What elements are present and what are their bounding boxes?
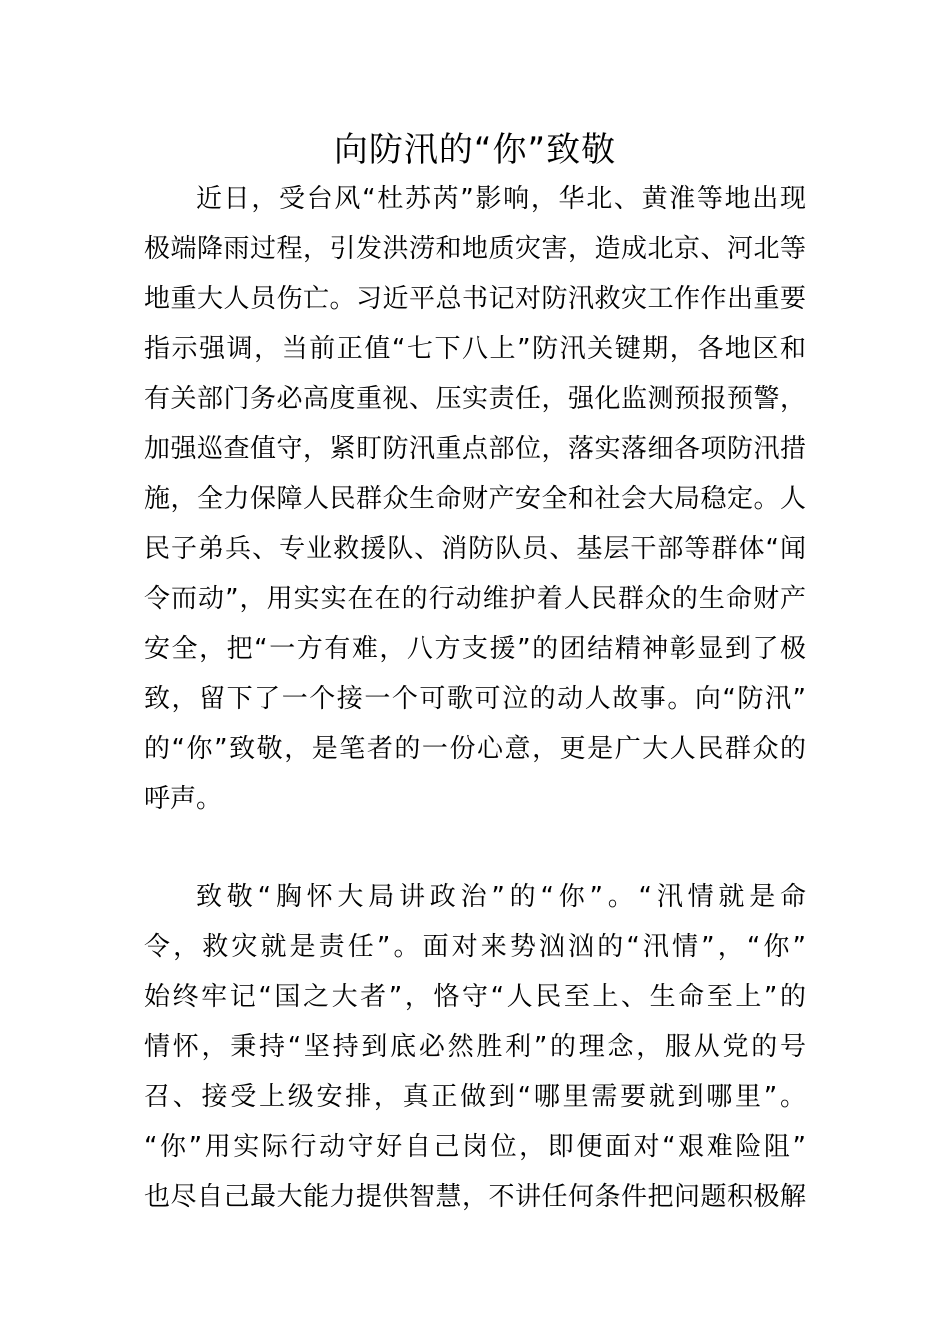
paragraph-2-line-4: 情怀，秉持“坚持到底必然胜利”的理念，服从党的号 <box>144 1032 806 1062</box>
paragraph-2-line-5: 召、接受上级安排，真正做到“哪里需要就到哪里”。 <box>144 1082 806 1112</box>
paragraph-1-line-10: 安全，把“一方有难，八方支援”的团结精神彰显到了极 <box>144 634 806 664</box>
paragraph-2-line-3: 始终牢记“国之大者”，恪守“人民至上、生命至上”的 <box>144 982 806 1012</box>
paragraph-1-line-7: 施，全力保障人民群众生命财产安全和社会大局稳定。人 <box>144 484 806 514</box>
paragraph-2-line-7: 也尽自己最大能力提供智慧，不讲任何条件把问题积极解 <box>144 1182 806 1212</box>
paragraph-1-line-6: 加强巡查值守，紧盯防汛重点部位，落实落细各项防汛措 <box>144 434 806 464</box>
paragraph-1-line-4: 指示强调，当前正值“七下八上”防汛关键期，各地区和 <box>144 334 806 364</box>
paragraph-2-line-6: “你”用实际行动守好自己岗位，即便面对“艰难险阻” <box>144 1132 806 1162</box>
paragraph-1-line-12: 的“你”致敬，是笔者的一份心意，更是广大人民群众的 <box>144 734 806 764</box>
paragraph-1-line-8: 民子弟兵、专业救援队、消防队员、基层干部等群体“闻 <box>144 534 806 564</box>
paragraph-2-line-1: 致敬“胸怀大局讲政治”的“你”。“汛情就是命 <box>196 882 806 912</box>
paragraph-1-line-2: 极端降雨过程，引发洪涝和地质灾害，造成北京、河北等 <box>144 234 806 264</box>
document-title: 向防汛的“你”致敬 <box>333 130 617 170</box>
paragraph-1-line-9: 令而动”，用实实在在的行动维护着人民群众的生命财产 <box>144 584 806 614</box>
paragraph-1-line-5: 有关部门务必高度重视、压实责任，强化监测预报预警， <box>144 384 806 414</box>
paragraph-1-line-3: 地重大人员伤亡。习近平总书记对防汛救灾工作作出重要 <box>144 284 806 314</box>
paragraph-2-line-2: 令，救灾就是责任”。面对来势汹汹的“汛情”，“你” <box>144 932 806 962</box>
paragraph-1-line-13: 呼声。 <box>144 784 223 814</box>
paragraph-1-line-1: 近日，受台风“杜苏芮”影响，华北、黄淮等地出现 <box>196 184 806 214</box>
paragraph-1-line-11: 致，留下了一个接一个可歌可泣的动人故事。向“防汛” <box>144 684 806 714</box>
